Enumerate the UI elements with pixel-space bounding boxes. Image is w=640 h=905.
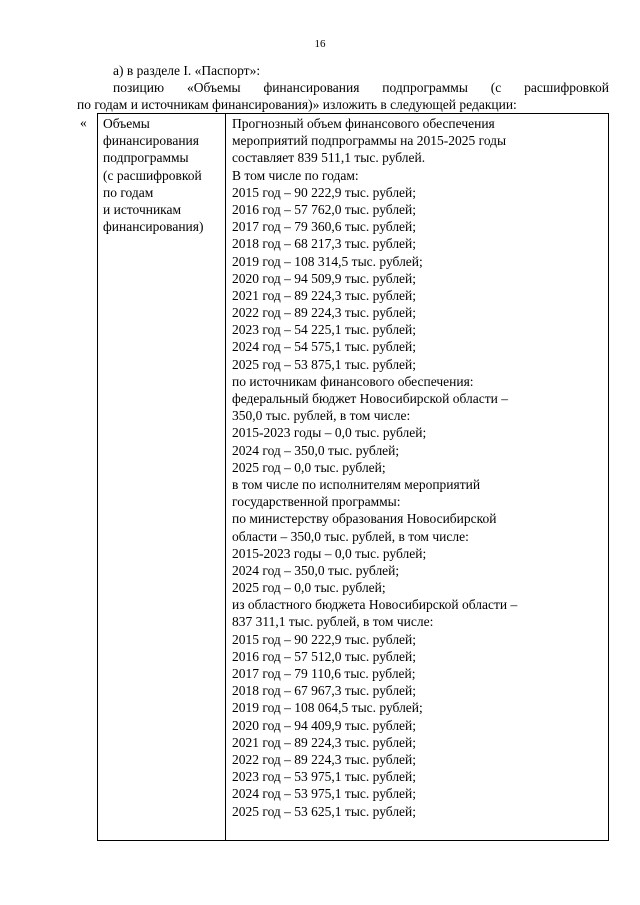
table-line: 2024 год – 54 575,1 тыс. рублей; <box>232 339 417 355</box>
table-line: 2018 год – 68 217,3 тыс. рублей; <box>232 236 417 252</box>
table-line: 2025 год – 0,0 тыс. рублей; <box>232 580 386 596</box>
table-line: финансирования) <box>103 219 204 235</box>
table-line: 2024 год – 53 975,1 тыс. рублей; <box>232 786 417 802</box>
table-line: финансирования <box>103 133 199 149</box>
table-line: 2022 год – 89 224,3 тыс. рублей; <box>232 751 417 767</box>
table-line: 2022 год – 89 224,3 тыс. рублей; <box>232 305 417 321</box>
table-line: 2024 год – 350,0 тыс. рублей; <box>232 562 400 578</box>
table-line: 2016 год – 57 512,0 тыс. рублей; <box>232 648 417 664</box>
table-line: Прогнозный объем финансового обеспечения <box>232 116 495 131</box>
table-line: составляет 839 511,1 тыс. рублей. <box>232 150 426 166</box>
table-line: 2021 год – 89 224,3 тыс. рублей; <box>232 287 417 303</box>
table-line: мероприятий подпрограммы на 2015-2025 годы <box>232 133 507 149</box>
table-line: Объемы <box>103 116 150 131</box>
table-line: 2025 год – 53 625,1 тыс. рублей; <box>232 803 417 819</box>
financing-details-cell <box>232 115 604 820</box>
table-line: 2020 год – 94 409,9 тыс. рублей; <box>232 717 417 733</box>
table-line: В том числе по годам: <box>232 167 359 183</box>
table-line: 2021 год – 89 224,3 тыс. рублей; <box>232 734 417 750</box>
table-line: 2020 год – 94 509,9 тыс. рублей; <box>232 270 417 286</box>
table-line: 350,0 тыс. рублей, в том числе: <box>232 408 411 424</box>
table-line: (с расшифровкой <box>103 167 202 183</box>
table-line: 2025 год – 0,0 тыс. рублей; <box>232 459 386 475</box>
table-line: и источникам <box>103 201 182 217</box>
intro-line-a: а) в разделе I. «Паспорт»: <box>113 63 261 78</box>
table-line: 2019 год – 108 064,5 тыс. рублей; <box>232 700 423 716</box>
table-line: 2025 год – 53 875,1 тыс. рублей; <box>232 356 417 372</box>
table-line: 2015-2023 годы – 0,0 тыс. рублей; <box>232 425 427 441</box>
table-line: в том числе по исполнителям мероприятий <box>232 476 481 492</box>
table-line: 2016 год – 57 762,0 тыс. рублей; <box>232 201 417 217</box>
opening-quote: « <box>80 115 87 130</box>
table-line: государственной программы: <box>232 494 401 510</box>
table-line: 2015-2023 годы – 0,0 тыс. рублей; <box>232 545 427 561</box>
table-line: по годам <box>103 184 154 200</box>
table-line: 2024 год – 350,0 тыс. рублей; <box>232 442 400 458</box>
table-line: области – 350,0 тыс. рублей, в том числе: <box>232 528 469 544</box>
intro-line-b: позицию «Объемы финансирования подпрограммы (с расшифровкой <box>113 80 609 95</box>
table-line: подпрограммы <box>103 150 189 166</box>
position-name-cell <box>103 115 221 235</box>
table-line: 2023 год – 53 975,1 тыс. рублей; <box>232 769 417 785</box>
column-divider <box>225 114 226 840</box>
table-line: 2015 год – 90 222,9 тыс. рублей; <box>232 184 417 200</box>
table-line: 2015 год – 90 222,9 тыс. рублей; <box>232 631 417 647</box>
table-line: из областного бюджета Новосибирской области – <box>232 597 518 613</box>
table-line: 2017 год – 79 360,6 тыс. рублей; <box>232 219 417 235</box>
table-line: 2017 год – 79 110,6 тыс. рублей; <box>232 666 416 681</box>
table-line: по министерству образования Новосибирской <box>232 511 497 527</box>
intro-line-c: по годам и источникам финансирования)» изложить в следующей редакции: <box>77 97 517 112</box>
financing-table <box>97 113 609 841</box>
page-number: 16 <box>314 38 326 50</box>
table-line: 2023 год – 54 225,1 тыс. рублей; <box>232 322 417 338</box>
table-line: по источникам финансового обеспечения: <box>232 373 474 389</box>
table-line: федеральный бюджет Новосибирской области – <box>232 391 509 406</box>
table-line: 837 311,1 тыс. рублей, в том числе: <box>232 614 434 630</box>
table-line: 2019 год – 108 314,5 тыс. рублей; <box>232 253 423 269</box>
table-line: 2018 год – 67 967,3 тыс. рублей; <box>232 683 417 699</box>
